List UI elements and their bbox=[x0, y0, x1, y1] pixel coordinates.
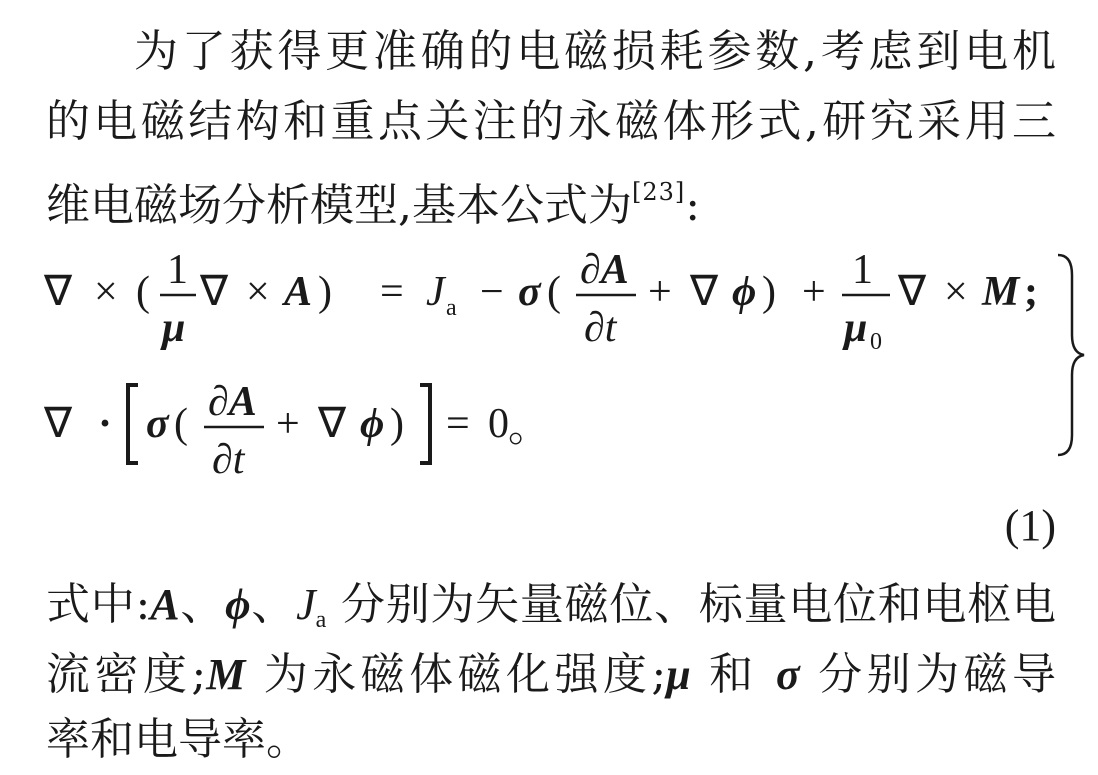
paragraph2-prefix: 式中: bbox=[46, 579, 151, 630]
eq2-rparen: ) bbox=[390, 401, 404, 447]
eq2-dA: ∂A bbox=[208, 379, 257, 425]
eq1-plus: + bbox=[648, 269, 672, 315]
eq2-dt: ∂t bbox=[212, 437, 245, 483]
eq2-nabla: ∇ bbox=[44, 401, 73, 447]
eq1-phi: ϕ bbox=[732, 269, 757, 315]
eq2-period: 。 bbox=[508, 405, 551, 451]
citation-reference: [23] bbox=[632, 178, 686, 206]
symbol-mu: μ bbox=[666, 650, 691, 699]
eq1-frac-one: 1 bbox=[167, 247, 188, 293]
eq1-mu0-sub: 0 bbox=[870, 329, 882, 355]
eq1-minus: − bbox=[480, 269, 504, 315]
eq2-nabla2: ∇ bbox=[318, 401, 347, 447]
symbol-A: A bbox=[150, 580, 180, 629]
eq1-M: M bbox=[982, 269, 1020, 315]
eq2-sigma: σ bbox=[146, 401, 169, 447]
symbol-J-sub: a bbox=[315, 607, 327, 633]
equation-block bbox=[0, 235, 1098, 485]
symbol-M: M bbox=[206, 650, 246, 699]
eq1-times3: × bbox=[944, 269, 968, 315]
eq2-zero: 0 bbox=[488, 401, 509, 447]
paragraph2-line2-and: 和 bbox=[690, 649, 777, 700]
symbol-J: J bbox=[296, 580, 316, 629]
eq1-nabla4: ∇ bbox=[898, 269, 927, 315]
eq1-A: A bbox=[284, 269, 313, 315]
eq1-rparen2: ) bbox=[762, 269, 776, 315]
eq1-times2: × bbox=[246, 269, 270, 315]
eq2-right-bracket bbox=[420, 385, 430, 463]
paragraph2-line3: 率和电导率。 bbox=[46, 714, 310, 765]
eq1-nabla2: ∇ bbox=[200, 269, 229, 315]
eq1-times: × bbox=[94, 269, 118, 315]
eq1-plus2: + bbox=[802, 269, 826, 315]
symbol-phi: ϕ bbox=[225, 580, 251, 629]
paragraph2-line1-suffix: 分别为矢量磁位、标量电位和电枢电 bbox=[326, 579, 1056, 630]
eq2-plus: + bbox=[276, 401, 300, 447]
eq1-frac-one2: 1 bbox=[852, 247, 873, 293]
eq1-mu0: μ bbox=[844, 305, 868, 351]
eq2-lparen: ( bbox=[174, 401, 188, 447]
eq1-nabla: ∇ bbox=[44, 269, 73, 315]
paragraph1-line3 bbox=[46, 164, 1056, 234]
eq1-sigma: σ bbox=[518, 269, 541, 315]
equation-number: (1) bbox=[1004, 501, 1056, 550]
paragraph1-line3-colon: : bbox=[685, 180, 701, 231]
eq1-mu: μ bbox=[162, 305, 186, 351]
eq1-rparen: ) bbox=[318, 269, 332, 315]
eq1-J-sub: a bbox=[446, 295, 457, 321]
separator: 、 bbox=[250, 579, 297, 630]
paragraph1-line2: 的电磁结构和重点关注的永磁体形式,研究采用三 bbox=[46, 96, 1056, 147]
paragraph2-line1 bbox=[46, 577, 1056, 648]
equation-right-brace bbox=[1058, 255, 1084, 455]
eq2-left-bracket bbox=[128, 385, 138, 463]
paragraph2-line2-suffix: 分别为磁导 bbox=[799, 649, 1056, 700]
symbol-sigma: σ bbox=[776, 650, 800, 699]
eq1-lparen: ( bbox=[136, 269, 150, 315]
eq1-equals: = bbox=[380, 269, 404, 315]
eq1-nabla3: ∇ bbox=[690, 269, 719, 315]
paragraph1-line1: 为了获得更准确的电磁损耗参数,考虑到电机 bbox=[134, 26, 1056, 77]
paragraph2-line2-prefix: 流密度; bbox=[46, 649, 207, 700]
separator: 、 bbox=[179, 579, 226, 630]
eq2-dot: · bbox=[98, 401, 113, 447]
eq1-semicolon: ; bbox=[1024, 269, 1038, 315]
eq1-dA: ∂A bbox=[580, 247, 629, 293]
paragraph2-line2 bbox=[46, 647, 1056, 703]
paragraph2-line2-mid: 为永磁体磁化强度; bbox=[245, 649, 667, 700]
eq1-J: J bbox=[426, 269, 445, 315]
eq2-equals: = bbox=[446, 401, 470, 447]
eq2-phi: ϕ bbox=[360, 401, 385, 447]
eq1-lparen2: ( bbox=[547, 269, 561, 315]
paragraph1-line3-text: 维电磁场分析模型,基本公式为 bbox=[46, 180, 632, 231]
eq1-dt: ∂t bbox=[584, 305, 617, 351]
